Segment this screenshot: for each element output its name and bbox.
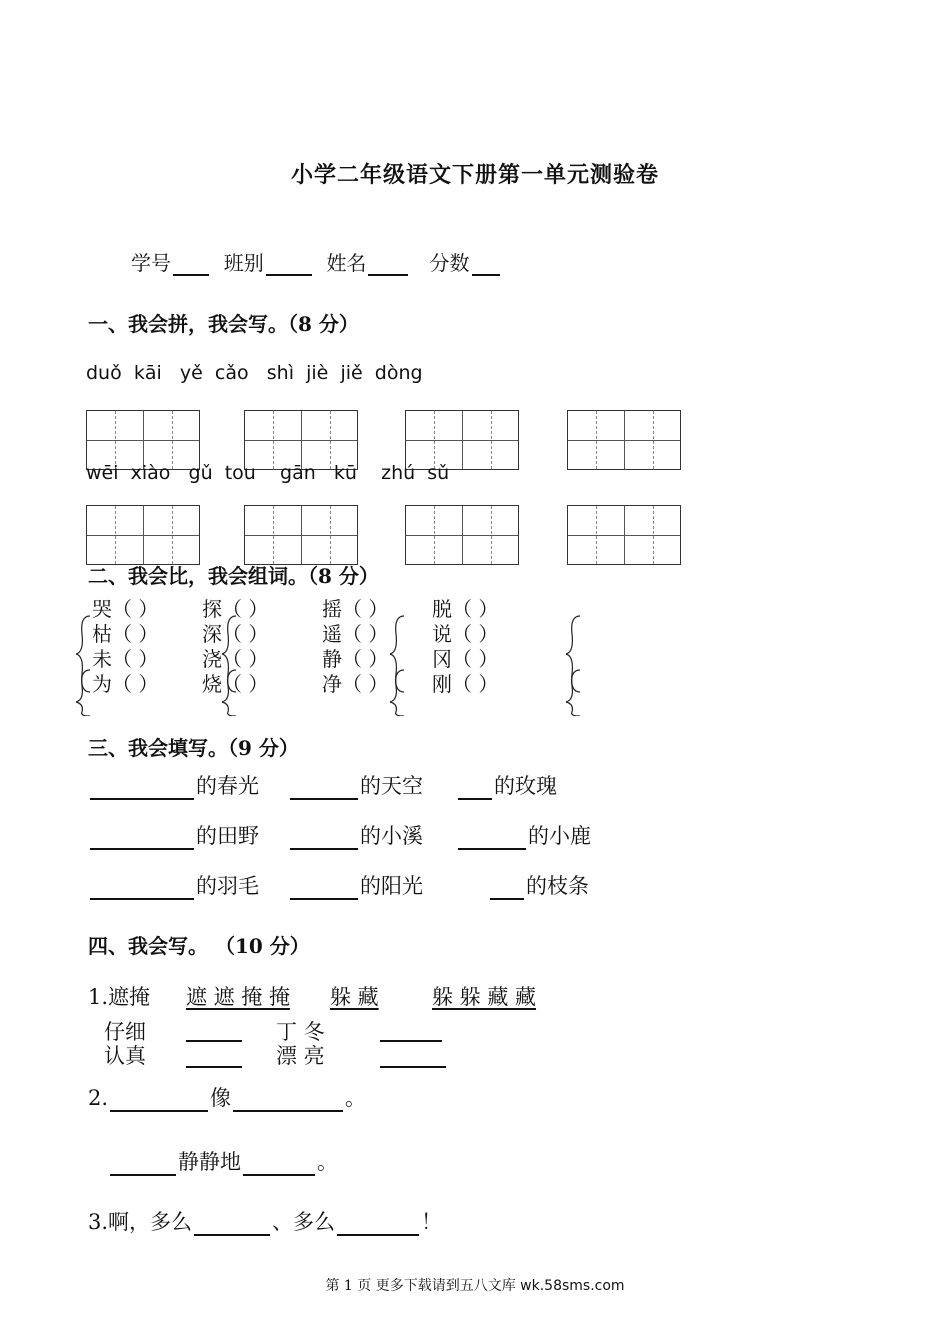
writing-grid[interactable]: [244, 505, 358, 565]
fill-row-2: [88, 820, 259, 850]
score-label: 分数: [429, 251, 470, 275]
brace-icon: [222, 670, 236, 716]
name-blank[interactable]: [368, 254, 408, 276]
writing-grid[interactable]: [567, 410, 681, 470]
char: 遥: [322, 622, 342, 646]
fill-blank[interactable]: [290, 828, 358, 850]
q1-word-2: 躲 藏: [330, 985, 379, 1009]
paren-blank[interactable]: （ ）: [222, 647, 269, 671]
char: 脱: [432, 597, 452, 621]
word: 认真: [104, 1044, 146, 1068]
writing-grid[interactable]: [86, 505, 200, 565]
char: 烧: [202, 672, 222, 696]
word: 漂 亮: [276, 1044, 325, 1068]
fill-text: 的春光: [196, 774, 259, 798]
brace-icon: [76, 670, 90, 716]
fill-blank[interactable]: [233, 1090, 343, 1112]
char: 哭: [92, 597, 112, 621]
student-id-blank[interactable]: [173, 254, 209, 276]
paren-blank[interactable]: （ ）: [342, 622, 389, 646]
class-blank[interactable]: [266, 254, 312, 276]
pinyin: gǔ: [188, 462, 213, 484]
pinyin: duǒ: [86, 362, 122, 384]
fill-text: 的玫瑰: [494, 774, 557, 798]
fill-blank[interactable]: [290, 878, 358, 900]
q2b-end: 。: [317, 1150, 338, 1174]
paren-blank[interactable]: （ ）: [452, 672, 499, 696]
paren-blank[interactable]: （ ）: [222, 597, 269, 621]
q2-end: 。: [345, 1086, 367, 1110]
writing-grid[interactable]: [405, 505, 519, 565]
pinyin: xiào: [130, 462, 171, 484]
page-title: 小学二年级语文下册第一单元测验卷: [290, 162, 659, 188]
char: 刚: [432, 672, 452, 696]
q3-end: ！: [421, 1210, 443, 1234]
brace-icon: [76, 616, 90, 692]
pinyin: kāi: [133, 362, 162, 384]
fill-text: 的羽毛: [196, 874, 259, 898]
q3-line: [88, 1206, 442, 1236]
paren-blank[interactable]: （ ）: [452, 647, 499, 671]
q1-blanks-left: [184, 1020, 244, 1068]
q1-label: 1.遮掩: [88, 985, 151, 1009]
fill-text: 的天空: [360, 774, 423, 798]
char: 深: [202, 622, 222, 646]
char: 浇: [202, 647, 222, 671]
q1-blanks-right: [378, 1020, 448, 1068]
fill-blank[interactable]: [90, 778, 194, 800]
pinyin: jiè: [306, 362, 329, 384]
char: 冈: [432, 647, 452, 671]
writing-grid[interactable]: [86, 410, 200, 470]
word: 丁 冬: [276, 1020, 325, 1044]
q2-label: 2.: [88, 1086, 109, 1110]
fill-blank[interactable]: [90, 828, 194, 850]
fill-cell: [288, 820, 423, 850]
paren-blank[interactable]: （ ）: [342, 647, 389, 671]
name-label: 姓名: [326, 251, 367, 275]
writing-grid[interactable]: [405, 410, 519, 470]
q2-line-1: [88, 1082, 366, 1112]
paren-blank[interactable]: （ ）: [112, 597, 159, 621]
fill-blank[interactable]: [186, 1046, 242, 1068]
q2-line-2: [108, 1146, 338, 1176]
page-footer: [0, 1275, 950, 1295]
pinyin: dòng: [374, 362, 423, 384]
section4-heading: 四、我会写。 （10 分）: [88, 934, 310, 958]
q1-words-left: [104, 1020, 146, 1068]
fill-cell: [288, 870, 423, 900]
fill-cell: [456, 820, 591, 850]
fill-blank[interactable]: [110, 1154, 176, 1176]
fill-blank[interactable]: [458, 778, 492, 800]
char: 摇: [322, 597, 342, 621]
pinyin: sǔ: [427, 462, 450, 484]
fill-text: 的枝条: [526, 874, 589, 898]
pinyin: tou: [224, 462, 256, 484]
fill-cell: [456, 770, 557, 800]
char: 静: [322, 647, 342, 671]
pinyin: zhú: [381, 462, 416, 484]
brace-icon: [222, 616, 236, 692]
pinyin-row-1: [86, 362, 423, 384]
q1-example-1: 遮 遮 掩 掩: [186, 985, 291, 1009]
q3-mid: 、多么: [272, 1210, 336, 1234]
pinyin: cǎo: [214, 362, 249, 384]
char: 为: [92, 672, 112, 696]
fill-blank[interactable]: [490, 878, 524, 900]
brace-decorations: [76, 612, 596, 716]
q2b-mid: 静静地: [178, 1150, 241, 1174]
pinyin: gān: [280, 462, 316, 484]
fill-row-1: [88, 770, 259, 800]
fill-text: 的小鹿: [528, 824, 591, 848]
pinyin: kū: [333, 462, 357, 484]
paren-blank[interactable]: （ ）: [112, 647, 159, 671]
paren-blank[interactable]: （ ）: [452, 622, 499, 646]
fill-text: 的阳光: [360, 874, 423, 898]
student-info-line: [131, 247, 502, 276]
q1-example-2: 躲 躲 藏 藏: [432, 985, 537, 1009]
fill-blank[interactable]: [186, 1020, 242, 1042]
fill-blank[interactable]: [337, 1214, 419, 1236]
fill-blank[interactable]: [380, 1020, 442, 1042]
char: 枯: [92, 622, 112, 646]
fill-cell: [488, 870, 589, 900]
fill-blank[interactable]: [243, 1154, 315, 1176]
writing-grid[interactable]: [244, 410, 358, 470]
paren-blank[interactable]: （ ）: [452, 597, 499, 621]
brace-icon: [566, 616, 580, 692]
fill-blank[interactable]: [290, 778, 358, 800]
section3-heading: 三、我会填写。（9 分）: [88, 736, 299, 760]
fill-blank[interactable]: [458, 828, 526, 850]
pinyin: shì: [266, 362, 294, 384]
paren-blank[interactable]: （ ）: [112, 672, 159, 696]
brace-icon: [390, 670, 404, 716]
pinyin: wēi: [86, 462, 119, 484]
pinyin: jiě: [340, 362, 363, 384]
brace-icon: [566, 670, 580, 716]
fill-cell: [288, 770, 423, 800]
section1-heading: 一、我会拼，我会写。（8 分）: [88, 312, 359, 336]
fill-text: 的田野: [196, 824, 259, 848]
fill-blank[interactable]: [110, 1090, 208, 1112]
student-id-label: 学号: [131, 251, 171, 275]
q3-label: 3.啊，多么: [88, 1210, 193, 1234]
pinyin: yě: [179, 362, 203, 384]
fill-blank[interactable]: [194, 1214, 270, 1236]
paren-blank[interactable]: （ ）: [222, 672, 269, 696]
brace-icon: [390, 616, 404, 692]
paren-blank[interactable]: （ ）: [112, 622, 159, 646]
char: 未: [92, 647, 112, 671]
char: 净: [322, 672, 342, 696]
writing-grid[interactable]: [567, 505, 681, 565]
fill-text: 的小溪: [360, 824, 423, 848]
q2-mid: 像: [210, 1086, 232, 1110]
q1-words-right: [276, 1020, 325, 1068]
char: 说: [432, 622, 452, 646]
score-blank[interactable]: [472, 254, 500, 276]
paren-blank[interactable]: （ ）: [222, 622, 269, 646]
footer-text: 第 1 页 更多下载请到五八文库: [325, 1278, 521, 1294]
paren-blank[interactable]: （ ）: [342, 672, 389, 696]
section2-heading: 二、我会比，我会组词。（8 分）: [88, 564, 379, 588]
word: 仔细: [104, 1020, 146, 1044]
fill-blank[interactable]: [380, 1046, 446, 1068]
paren-blank[interactable]: （ ）: [342, 597, 389, 621]
class-label: 班别: [223, 251, 264, 275]
fill-row-3: [88, 870, 259, 900]
fill-blank[interactable]: [90, 878, 194, 900]
char: 探: [202, 597, 222, 621]
pinyin-row-2: [86, 462, 449, 484]
footer-link[interactable]: wk.58sms.com: [520, 1278, 625, 1294]
